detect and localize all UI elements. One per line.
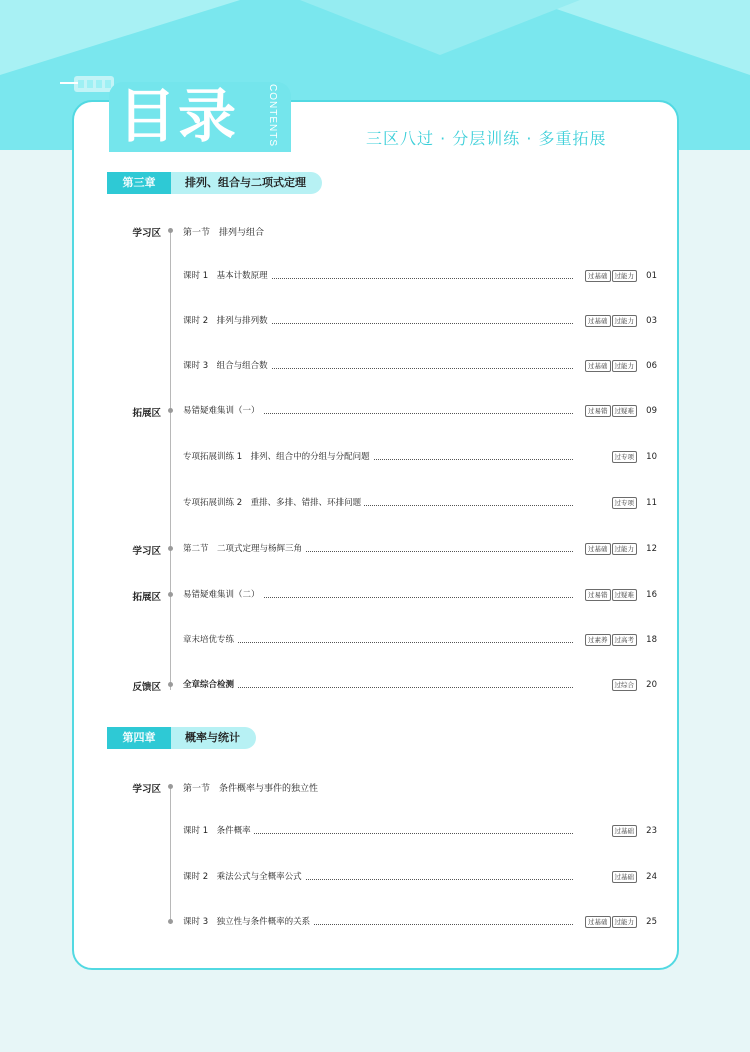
- chapter-title: 排列、组合与二项式定理: [171, 172, 322, 194]
- badge: 过素养: [585, 634, 611, 646]
- timeline-dot: [168, 546, 173, 551]
- toc-entry[interactable]: [183, 871, 657, 883]
- zone-label: 学习区: [132, 546, 161, 557]
- entry-label: 课时 2 排列与排列数: [183, 315, 271, 327]
- toc-entry[interactable]: [183, 589, 657, 601]
- toc-entry[interactable]: [183, 679, 657, 691]
- badge: 过能力: [612, 916, 638, 928]
- section-title: 第一节 排列与组合: [183, 228, 265, 238]
- entry-badges: [609, 871, 638, 883]
- toc-entry[interactable]: [183, 497, 657, 509]
- toc-entry[interactable]: [183, 360, 657, 372]
- badge: 过易错: [585, 405, 611, 417]
- entry-badges: [582, 634, 637, 646]
- toc-entry[interactable]: [183, 916, 657, 928]
- entry-badges: [582, 405, 637, 417]
- page-number: 11: [646, 498, 657, 508]
- publisher-logo: [60, 76, 116, 92]
- page-number: 23: [646, 826, 657, 836]
- timeline-line: [170, 784, 171, 924]
- zone-label: 学习区: [132, 228, 161, 239]
- zone-label: 拓展区: [132, 592, 161, 603]
- entry-label: 专项拓展训练 1 排列、组合中的分组与分配问题: [183, 451, 373, 463]
- page-number: 10: [646, 452, 657, 462]
- timeline-dot: [168, 784, 173, 789]
- chapter-number: 第三章: [107, 172, 171, 194]
- page-title: 目录: [118, 84, 239, 149]
- badge: 过疑难: [612, 405, 638, 417]
- zone-label: 拓展区: [132, 408, 161, 419]
- entry-badges: [609, 451, 638, 463]
- timeline-dot: [168, 408, 173, 413]
- page-number: 03: [646, 316, 657, 326]
- badge: 过能力: [612, 270, 638, 282]
- badge: 过基础: [612, 825, 638, 837]
- entry-label: 第二节 二项式定理与杨辉三角: [183, 543, 305, 555]
- entry-badges: [582, 315, 637, 327]
- entry-label: 易错疑难集训（一）: [183, 405, 263, 417]
- entry-badges: [609, 497, 638, 509]
- timeline-dot: [168, 228, 173, 233]
- entry-label: 课时 1 基本计数原理: [183, 270, 271, 282]
- badge: 过基础: [585, 543, 611, 555]
- page-number: 16: [646, 590, 657, 600]
- contents-label: CONTENTS: [267, 84, 278, 147]
- badge: 过能力: [612, 360, 638, 372]
- page-number: 12: [646, 544, 657, 554]
- badge: 过基础: [585, 315, 611, 327]
- page-number: 24: [646, 872, 657, 882]
- badge: 过易错: [585, 589, 611, 601]
- entry-label: 课时 3 组合与组合数: [183, 360, 271, 372]
- entry-label: 全章综合检测: [183, 679, 237, 691]
- badge: 过基础: [585, 916, 611, 928]
- zone-label: 学习区: [132, 784, 161, 795]
- badge: 过疑难: [612, 589, 638, 601]
- page-number: 25: [646, 917, 657, 927]
- timeline-dot: [168, 592, 173, 597]
- entry-label: 章末培优专练: [183, 634, 237, 646]
- page-number: 20: [646, 680, 657, 690]
- section-title: 第一节 条件概率与事件的独立性: [183, 784, 319, 794]
- badge: 过能力: [612, 315, 638, 327]
- entry-label: 易错疑难集训（二）: [183, 589, 263, 601]
- entry-badges: [609, 825, 638, 837]
- badge: 过高考: [612, 634, 638, 646]
- entry-badges: [609, 679, 638, 691]
- page-number: 06: [646, 361, 657, 371]
- entry-label: 课时 3 独立性与条件概率的关系: [183, 916, 313, 928]
- entry-label: 课时 2 乘法公式与全概率公式: [183, 871, 305, 883]
- entry-badges: [582, 589, 637, 601]
- page-number: 18: [646, 635, 657, 645]
- entry-badges: [582, 270, 637, 282]
- toc-entry[interactable]: [183, 405, 657, 417]
- entry-badges: [582, 916, 637, 928]
- timeline-line: [170, 228, 171, 690]
- toc-entry[interactable]: [183, 315, 657, 327]
- entry-label: 课时 1 条件概率: [183, 825, 254, 837]
- toc-entry[interactable]: [183, 451, 657, 463]
- badge: 过基础: [585, 270, 611, 282]
- toc-entry[interactable]: [183, 270, 657, 282]
- timeline-dot: [168, 919, 173, 924]
- entry-label: 专项拓展训练 2 重排、多排、错排、环排问题: [183, 497, 364, 509]
- page-number: 09: [646, 406, 657, 416]
- entry-badges: [582, 360, 637, 372]
- badge: 过专项: [612, 451, 638, 463]
- entry-badges: [582, 543, 637, 555]
- timeline-dot: [168, 682, 173, 687]
- toc-entry[interactable]: [183, 825, 657, 837]
- badge: 过基础: [585, 360, 611, 372]
- zone-label: 反馈区: [132, 682, 161, 693]
- badge: 过专项: [612, 497, 638, 509]
- toc-entry[interactable]: [183, 543, 657, 555]
- tagline: 三区八过 · 分层训练 · 多重拓展: [366, 129, 607, 148]
- badge: 过能力: [612, 543, 638, 555]
- contents-panel: [72, 100, 679, 970]
- badge: 过基础: [612, 871, 638, 883]
- page-number: 01: [646, 271, 657, 281]
- toc-entry[interactable]: [183, 634, 657, 646]
- chapter-number: 第四章: [107, 727, 171, 749]
- chapter-title: 概率与统计: [171, 727, 256, 749]
- badge: 过综合: [612, 679, 638, 691]
